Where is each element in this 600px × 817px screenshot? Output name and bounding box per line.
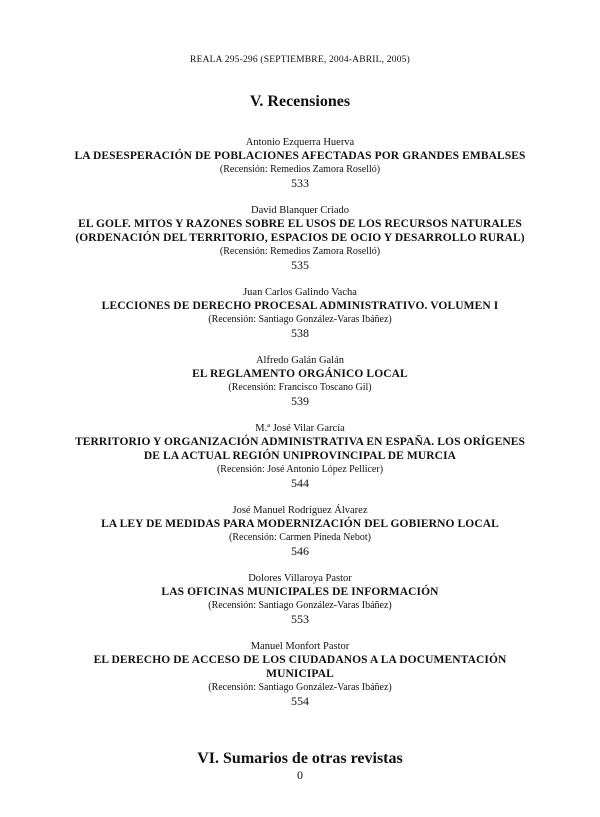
review-author: David Blanquer Criado (251, 205, 349, 216)
review-page-number: 539 (291, 394, 309, 408)
review-book-title: DE LA ACTUAL REGIÓN UNIPROVINCIPAL DE MURCIA (143, 450, 457, 462)
section-title-sumarios: VI. Sumarios de otras revistas (197, 750, 403, 767)
review-entry (30, 640, 570, 709)
review-author: Juan Carlos Galindo Vacha (243, 287, 357, 298)
review-page-number: 554 (291, 694, 309, 708)
review-book-title: LAS OFICINAS MUNICIPALES DE INFORMACIÓN (161, 586, 439, 598)
review-book-title: MUNICIPAL (266, 668, 334, 680)
review-author: Alfredo Galán Galán (255, 355, 345, 366)
review-page-number: 533 (291, 176, 309, 190)
review-author: Manuel Monfort Pastor (250, 641, 350, 652)
review-reviewer: (Recensión: Santiago González-Varas Ibáñez) (208, 600, 392, 611)
review-reviewer: (Recensión: Remedios Zamora Roselló) (219, 246, 381, 257)
review-author: Dolores Villaroya Pastor (248, 573, 352, 584)
review-author: Antonio Ezquerra Huerva (245, 137, 355, 148)
review-book-title: LECCIONES DE DERECHO PROCESAL ADMINISTRATIVO. VOLUMEN I (101, 300, 499, 312)
review-book-title: EL GOLF. MITOS Y RAZONES SOBRE EL USOS DE LOS RECURSOS NATURALES (78, 218, 522, 230)
review-book-title: LA DESESPERACIÓN DE POBLACIONES AFECTADAS POR GRANDES EMBALSES (74, 150, 526, 162)
review-entry (30, 204, 570, 273)
review-author: M.ª José Vilar García (255, 423, 345, 434)
review-page-number: 544 (291, 476, 309, 490)
review-page-number: 538 (291, 326, 309, 340)
review-reviewer: (Recensión: Santiago González-Varas Ibáñez) (208, 314, 392, 325)
review-reviewer: (Recensión: Remedios Zamora Roselló) (219, 164, 381, 175)
review-page-number: 535 (291, 258, 309, 272)
review-entry (30, 354, 570, 409)
sumarios-page-number: 0 (297, 768, 303, 782)
review-entry (30, 286, 570, 341)
review-entry (30, 136, 570, 191)
review-entry (30, 422, 570, 491)
review-entries-list (30, 136, 570, 722)
review-reviewer: (Recensión: Santiago González-Varas Ibáñez) (208, 682, 392, 693)
review-reviewer: (Recensión: Francisco Toscano Gil) (228, 382, 372, 393)
review-reviewer: (Recensión: Carmen Pineda Nebot) (229, 532, 371, 543)
review-reviewer: (Recensión: José Antonio López Pellicer) (216, 464, 384, 475)
review-page-number: 553 (291, 612, 309, 626)
review-book-title: EL DERECHO DE ACCESO DE LOS CIUDADANOS A LA DOCUMENTACIÓN (93, 654, 507, 666)
review-book-title: LA LEY DE MEDIDAS PARA MODERNIZACIÓN DEL GOBIERNO LOCAL (101, 518, 499, 530)
review-author: José Manuel Rodríguez Álvarez (232, 505, 368, 516)
section-title-recensiones: V. Recensiones (249, 93, 351, 110)
review-book-title: (ORDENACIÓN DEL TERRITORIO, ESPACIOS DE OCIO Y DESARROLLO RURAL) (75, 232, 525, 244)
review-entry (30, 504, 570, 559)
journal-header: REALA 295-296 (SEPTIEMBRE, 2004-ABRIL, 2005) (190, 55, 410, 65)
review-page-number: 546 (291, 544, 309, 558)
review-book-title: EL REGLAMENTO ORGÁNICO LOCAL (192, 368, 408, 380)
review-entry (30, 572, 570, 627)
review-book-title: TERRITORIO Y ORGANIZACIÓN ADMINISTRATIVA EN ESPAÑA. LOS ORÍGENES (74, 436, 526, 448)
